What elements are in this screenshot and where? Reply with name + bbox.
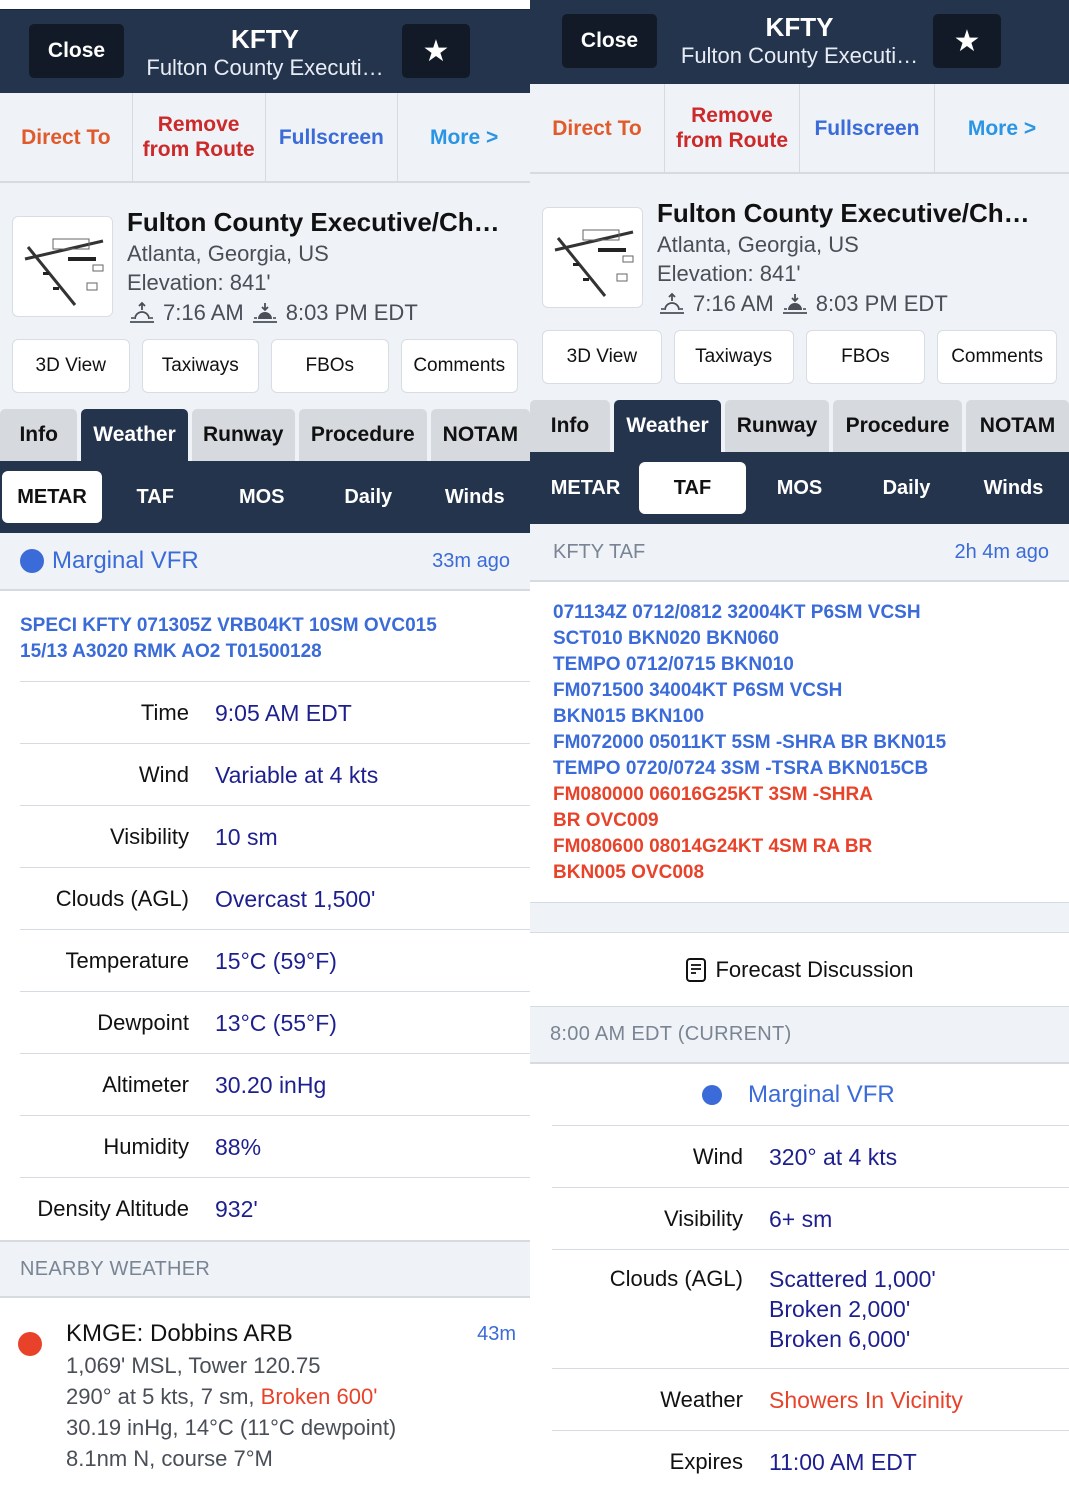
- period-category: Marginal VFR: [748, 1080, 895, 1108]
- value: 320° at 4 kts: [769, 1143, 898, 1170]
- nearby-line-4: 8.1nm N, course 7°M: [66, 1446, 273, 1471]
- action-bar: [530, 84, 1069, 174]
- raw-metar: [0, 591, 530, 681]
- document-icon: [685, 957, 707, 983]
- subtab-mos[interactable]: MOS: [776, 476, 823, 499]
- value: 9:05 AM EDT: [215, 699, 352, 726]
- action-bar: [0, 93, 530, 183]
- row-visibility: [20, 806, 530, 868]
- sunrise-icon: [657, 292, 687, 316]
- raw-taf-line-ifr: BKN005 OVC008: [553, 862, 705, 883]
- value: 15°C (59°F): [215, 947, 337, 974]
- value: 10 sm: [215, 823, 278, 850]
- 3d-view-button[interactable]: 3D View: [12, 339, 130, 393]
- airport-info: [0, 183, 530, 405]
- taxiways-button[interactable]: Taxiways: [142, 339, 260, 393]
- label: Visibility: [663, 1205, 743, 1231]
- tab-info[interactable]: Info: [530, 400, 610, 452]
- nearby-wind-vis: 290° at 5 kts, 7 sm,: [66, 1384, 261, 1409]
- nav-title: [660, 12, 939, 70]
- cloud-layer: Broken 6,000': [769, 1326, 911, 1352]
- comments-button[interactable]: Comments: [937, 330, 1057, 384]
- subtab-taf[interactable]: TAF: [639, 462, 746, 514]
- sunrise-icon: [127, 301, 157, 325]
- remove-from-route-button[interactable]: [665, 84, 800, 172]
- label: Visibility: [109, 823, 189, 849]
- fullscreen-button[interactable]: Fullscreen: [266, 93, 399, 181]
- favorite-button[interactable]: [402, 24, 470, 78]
- airport-name: Fulton County Executive/Ch…: [657, 198, 1030, 228]
- airport-subtitle: Fulton County Executi…: [146, 55, 384, 80]
- main-tabs: [0, 405, 530, 461]
- sunset-icon: [250, 301, 280, 325]
- label: Clouds (AGL): [609, 1266, 743, 1291]
- row-time: [20, 682, 530, 744]
- raw-taf-line: FM071500 34004KT P6SM VCSH: [553, 680, 843, 701]
- row-dewpoint: [20, 992, 530, 1054]
- row-weather: [552, 1369, 1069, 1431]
- right-panel-taf: [530, 0, 1069, 1500]
- row-clouds: [552, 1250, 1069, 1369]
- airport-elevation: Elevation: 841': [127, 270, 271, 295]
- row-density-altitude: [20, 1178, 530, 1240]
- tab-procedure[interactable]: Procedure: [299, 409, 427, 461]
- flight-category: Marginal VFR: [52, 547, 199, 574]
- subtab-taf[interactable]: TAF: [136, 485, 174, 508]
- remove-label-2: from Route: [676, 129, 788, 152]
- nearby-line-3: 30.19 inHg, 14°C (11°C dewpoint): [66, 1415, 397, 1440]
- raw-taf: [530, 582, 1069, 902]
- raw-metar-line: SPECI KFTY 071305Z VRB04KT 10SM OVC015: [20, 615, 437, 636]
- nearby-station-name: KMGE: Dobbins ARB: [66, 1320, 293, 1347]
- sunset-time: 8:03 PM EDT: [285, 300, 418, 325]
- sunset-time: 8:03 PM EDT: [815, 291, 948, 316]
- airport-diagram-thumbnail[interactable]: [12, 216, 113, 317]
- forecast-discussion-label: Forecast Discussion: [715, 956, 914, 982]
- period-category-row: [552, 1064, 1069, 1126]
- favorite-button[interactable]: [933, 14, 1001, 68]
- sun-times: [657, 288, 1030, 320]
- subtab-mos[interactable]: MOS: [238, 485, 285, 508]
- airport-subtitle: Fulton County Executi…: [680, 43, 919, 68]
- more-button[interactable]: More >: [967, 116, 1037, 140]
- quick-buttons: [12, 339, 518, 393]
- row-expires: [552, 1431, 1069, 1493]
- metar-age: 33m ago: [432, 549, 510, 572]
- subtab-winds[interactable]: Winds: [444, 485, 505, 508]
- row-temperature: [20, 930, 530, 992]
- raw-taf-line-ifr: FM080600 08014G24KT 4SM RA BR: [553, 836, 873, 857]
- label: Clouds (AGL): [55, 885, 189, 911]
- raw-taf-line: SCT010 BKN020 BKN060: [553, 628, 779, 649]
- tab-info[interactable]: Info: [0, 409, 77, 461]
- tab-procedure[interactable]: Procedure: [833, 400, 962, 452]
- sunset-icon: [780, 292, 810, 316]
- row-wind: [20, 744, 530, 806]
- 3d-view-button[interactable]: 3D View: [542, 330, 662, 384]
- fbos-button[interactable]: FBOs: [271, 339, 389, 393]
- raw-taf-line: TEMPO 0712/0715 BKN010: [553, 654, 794, 675]
- raw-taf-line: FM072000 05011KT 5SM -SHRA BR BKN015: [553, 732, 947, 753]
- tab-weather[interactable]: Weather: [81, 409, 187, 461]
- nearby-ceiling: Broken 600': [260, 1384, 378, 1409]
- period-header: 8:00 AM EDT (CURRENT): [530, 1006, 1069, 1064]
- value: 13°C (55°F): [215, 1009, 337, 1036]
- sunrise-time: 7:16 AM: [163, 300, 244, 325]
- tab-notam[interactable]: NOTAM: [431, 409, 530, 461]
- label: Time: [140, 699, 189, 725]
- value: 88%: [215, 1133, 262, 1160]
- airport-location: Atlanta, Georgia, US: [127, 241, 329, 266]
- label: Wind: [692, 1143, 743, 1169]
- raw-taf-line-ifr: FM080000 06016G25KT 3SM -SHRA: [553, 784, 873, 805]
- raw-metar-line: 15/13 A3020 RMK AO2 T01500128: [20, 641, 322, 662]
- taf-title: KFTY TAF: [553, 540, 646, 563]
- value: 11:00 AM EDT: [769, 1449, 917, 1475]
- subtab-metar[interactable]: METAR: [2, 471, 102, 523]
- subtab-daily[interactable]: Daily: [882, 476, 931, 499]
- airport-diagram-thumbnail[interactable]: [542, 207, 643, 308]
- value: 30.20 inHg: [215, 1071, 327, 1098]
- mvfr-dot-icon: [702, 1085, 722, 1105]
- row-altimeter: [20, 1054, 530, 1116]
- taf-age: 2h 4m ago: [954, 540, 1049, 563]
- airport-location: Atlanta, Georgia, US: [657, 232, 859, 257]
- cloud-layer: Scattered 1,000': [769, 1266, 936, 1292]
- main-tabs: [530, 396, 1069, 452]
- nearby-station[interactable]: [0, 1298, 530, 1474]
- tab-weather[interactable]: Weather: [614, 400, 721, 452]
- value: Overcast 1,500': [215, 885, 376, 912]
- ifr-dot-icon: [18, 1332, 42, 1356]
- fullscreen-button[interactable]: Fullscreen: [800, 84, 935, 172]
- label: Dewpoint: [97, 1009, 189, 1035]
- metar-details: [20, 681, 530, 1240]
- taxiways-button[interactable]: Taxiways: [674, 330, 794, 384]
- row-wind: [552, 1126, 1069, 1188]
- fbos-button[interactable]: FBOs: [806, 330, 926, 384]
- raw-taf-line: 071134Z 0712/0812 32004KT P6SM VCSH: [553, 602, 921, 623]
- weather-subtabs: [0, 461, 530, 533]
- value: 932': [215, 1196, 258, 1222]
- weather-subtabs: [530, 452, 1069, 524]
- flight-category-row: [0, 533, 530, 591]
- row-clouds: [20, 868, 530, 930]
- raw-taf-line: TEMPO 0720/0724 3SM -TSRA BKN015CB: [553, 758, 929, 779]
- navbar: [530, 0, 1069, 84]
- comments-button[interactable]: Comments: [401, 339, 519, 393]
- airport-code: KFTY: [231, 24, 299, 54]
- nav-title: [130, 24, 400, 82]
- cloud-layer: Broken 2,000': [769, 1296, 911, 1322]
- label: Temperature: [65, 947, 189, 973]
- remove-label-1: Remove: [157, 113, 240, 136]
- nearby-line-2: [66, 1381, 516, 1412]
- quick-buttons: [542, 330, 1057, 384]
- subtab-metar[interactable]: METAR: [550, 476, 621, 499]
- subtab-daily[interactable]: Daily: [344, 485, 393, 508]
- taf-header-row: [530, 524, 1069, 582]
- remove-label-2: from Route: [142, 138, 255, 161]
- airport-info: [530, 174, 1069, 396]
- label: Density Altitude: [37, 1196, 189, 1221]
- remove-label-1: Remove: [691, 104, 773, 127]
- sun-times: [127, 297, 500, 329]
- sunrise-time: 7:16 AM: [693, 291, 774, 316]
- navbar: [0, 9, 530, 93]
- label: Weather: [660, 1386, 743, 1412]
- close-button[interactable]: Close: [29, 24, 124, 78]
- tab-runway[interactable]: Runway: [725, 400, 829, 452]
- airport-code: KFTY: [765, 12, 834, 42]
- label: Wind: [138, 761, 189, 787]
- taf-period-details: [552, 1126, 1069, 1493]
- label: Expires: [669, 1449, 743, 1474]
- close-button[interactable]: Close: [562, 14, 657, 68]
- star-icon: ★: [953, 24, 981, 58]
- airport-elevation: Elevation: 841': [657, 261, 801, 286]
- tab-runway[interactable]: Runway: [192, 409, 295, 461]
- value: Variable at 4 kts: [215, 761, 379, 788]
- more-button[interactable]: More >: [429, 125, 499, 149]
- label: Humidity: [103, 1133, 189, 1159]
- raw-taf-line: BKN015 BKN100: [553, 706, 705, 727]
- remove-from-route-button[interactable]: [133, 93, 266, 181]
- raw-taf-line-ifr: BR OVC009: [553, 810, 659, 831]
- star-icon: ★: [422, 34, 450, 68]
- value: Showers In Vicinity: [769, 1386, 963, 1413]
- tab-notam[interactable]: NOTAM: [966, 400, 1069, 452]
- row-humidity: [20, 1116, 530, 1178]
- spacer: [530, 902, 1069, 932]
- left-panel-metar: [0, 0, 530, 1500]
- direct-to-button[interactable]: Direct To: [530, 84, 665, 172]
- forecast-discussion-button[interactable]: [530, 932, 1069, 1006]
- label: Altimeter: [102, 1071, 189, 1097]
- row-visibility: [552, 1188, 1069, 1250]
- mvfr-dot-icon: [20, 549, 44, 573]
- subtab-winds[interactable]: Winds: [983, 476, 1044, 499]
- value: 6+ sm: [769, 1205, 833, 1232]
- nearby-weather-header: NEARBY WEATHER: [0, 1240, 530, 1298]
- value: [743, 1264, 936, 1354]
- airport-name: Fulton County Executive/Ch…: [127, 207, 500, 237]
- nearby-line-1: 1,069' MSL, Tower 120.75: [66, 1353, 321, 1378]
- direct-to-button[interactable]: Direct To: [0, 93, 133, 181]
- nearby-age: 43m: [477, 1323, 516, 1345]
